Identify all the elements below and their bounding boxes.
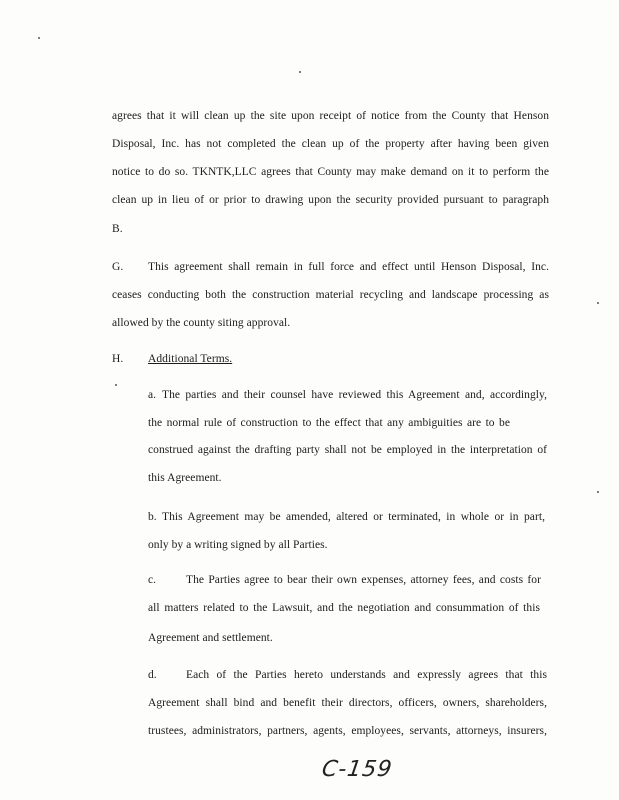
item-a-label: a. xyxy=(148,389,157,401)
section-g-label: G. xyxy=(112,261,124,273)
paragraph-line: Disposal, Inc. has not completed the clean up of the property after having been given xyxy=(112,138,549,150)
scan-speck xyxy=(597,302,599,304)
scan-speck xyxy=(299,71,301,73)
section-g-line: This agreement shall remain in full force and effect until Henson Disposal, Inc. xyxy=(148,261,549,273)
item-c-line: Agreement and settlement. xyxy=(148,632,273,644)
item-d-line: Each of the Parties hereto understands and expressly agrees that this xyxy=(186,669,547,681)
page-number-mark: C-159 xyxy=(320,757,395,782)
section-g-line: ceases conducting both the construction material recycling and landscape processing as xyxy=(112,289,549,301)
item-a-line: the normal rule of construction to the effect that any ambiguities are to be xyxy=(148,417,510,429)
item-b-label: b. xyxy=(148,511,157,523)
item-c-line: all matters related to the Lawsuit, and the negotiation and consummation of this xyxy=(148,602,540,614)
scan-speck xyxy=(597,491,599,493)
scan-speck xyxy=(115,384,117,386)
item-d-line: Agreement shall bind and benefit their directors, officers, owners, shareholders, xyxy=(148,697,547,709)
item-c-line: The Parties agree to bear their own expenses, attorney fees, and costs for xyxy=(186,574,541,586)
item-b-line: only by a writing signed by all Parties. xyxy=(148,539,328,551)
item-d-line: trustees, administrators, partners, agents, employees, servants, attorneys, insurers, xyxy=(148,725,547,737)
paragraph-line: notice to do so. TKNTK,LLC agrees that County may make demand on it to perform the xyxy=(112,166,549,178)
section-h-heading: Additional Terms. xyxy=(148,353,233,365)
paragraph-line: clean up in lieu of or prior to drawing upon the security provided pursuant to paragraph xyxy=(112,194,549,206)
paragraph-line: B. xyxy=(112,223,123,235)
item-a-line: The parties and their counsel have reviewed this Agreement and, accordingly, xyxy=(162,389,547,401)
scan-speck xyxy=(38,37,40,39)
section-g-line: allowed by the county siting approval. xyxy=(112,317,291,329)
item-b-line: This Agreement may be amended, altered or terminated, in whole or in part, xyxy=(162,511,545,523)
paragraph-line: agrees that it will clean up the site upon receipt of notice from the County that Henson xyxy=(112,110,549,122)
item-c-label: c. xyxy=(148,574,157,586)
item-a-line: this Agreement. xyxy=(148,472,222,484)
section-h-label: H. xyxy=(112,353,124,365)
item-d-label: d. xyxy=(148,669,157,681)
item-a-line: construed against the drafting party shall not be employed in the interpretation of xyxy=(148,444,547,456)
